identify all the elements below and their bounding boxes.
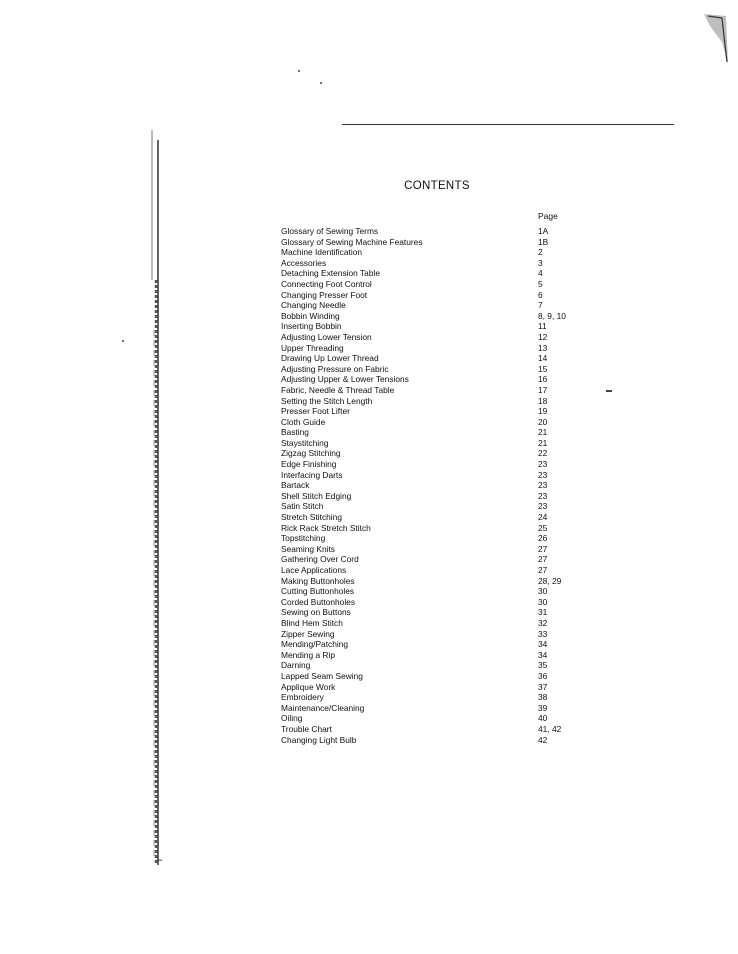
toc-entry [281, 713, 601, 724]
toc-entry-title: Embroidery [281, 692, 324, 703]
toc-entry-page: 17 [538, 384, 548, 395]
toc-entry-page: 30 [538, 586, 548, 597]
toc-entry [281, 311, 601, 322]
toc-entry-title: Fabric, Needle & Thread Table [281, 384, 395, 395]
toc-entry-page: 6 [538, 289, 543, 300]
toc-entry-page: 4 [538, 268, 543, 279]
toc-entry-title: Stretch Stitching [281, 512, 342, 523]
toc-entry-page: 25 [538, 522, 548, 533]
toc-entry-title: Adjusting Pressure on Fabric [281, 363, 389, 374]
toc-entry-page: 26 [538, 533, 548, 544]
toc-entry [281, 692, 601, 703]
toc-entry [281, 459, 601, 470]
table-of-contents [281, 226, 601, 745]
toc-entry [281, 703, 601, 714]
toc-entry-page: 1B [538, 236, 549, 247]
toc-entry-page: 37 [538, 681, 548, 692]
toc-entry-page: 2 [538, 247, 543, 258]
toc-entry [281, 650, 601, 661]
toc-entry [281, 396, 601, 407]
toc-entry-page: 40 [538, 713, 548, 724]
toc-entry-page: 8, 9, 10 [538, 310, 566, 321]
scan-speck [298, 70, 300, 72]
toc-entry-title: Seaming Knits [281, 543, 335, 554]
toc-entry-title: Staystitching [281, 437, 329, 448]
toc-entry-title: Detaching Extension Table [281, 268, 381, 279]
toc-entry [281, 364, 601, 375]
toc-entry-page: 12 [538, 331, 548, 342]
toc-entry-title: Oiling [281, 713, 303, 724]
scan-speck [606, 390, 612, 392]
toc-entry-page: 22 [538, 448, 548, 459]
toc-entry [281, 618, 601, 629]
toc-entry-title: Blind Hem Stitch [281, 617, 343, 628]
toc-entry [281, 576, 601, 587]
toc-entry-page: 28, 29 [538, 575, 562, 586]
toc-entry [281, 735, 601, 746]
toc-entry-page: 30 [538, 596, 548, 607]
page-column-heading: Page [538, 211, 558, 221]
toc-entry-page: 23 [538, 459, 548, 470]
toc-entry-title: Trouble Chart [281, 723, 332, 734]
toc-entry [281, 533, 601, 544]
toc-entry-title: Changing Presser Foot [281, 289, 368, 300]
toc-entry [281, 247, 601, 258]
toc-entry [281, 417, 601, 428]
toc-entry-page: 3 [538, 257, 543, 268]
toc-entry-page: 27 [538, 554, 548, 565]
scan-speck [320, 82, 322, 84]
toc-entry-title: Bobbin Winding [281, 310, 340, 321]
toc-entry [281, 480, 601, 491]
toc-entry-title: Inserting Bobbin [281, 321, 342, 332]
toc-entry-page: 5 [538, 278, 543, 289]
toc-entry-page: 35 [538, 660, 548, 671]
toc-entry-page: 23 [538, 469, 548, 480]
toc-entry [281, 512, 601, 523]
toc-entry-page: 27 [538, 565, 548, 575]
toc-entry [281, 427, 601, 438]
toc-entry [281, 597, 601, 608]
toc-entry-title: Adjusting Upper & Lower Tensions [281, 374, 409, 385]
toc-entry-page: 27 [538, 543, 548, 554]
toc-entry [281, 438, 601, 449]
toc-entry [281, 682, 601, 693]
toc-entry-title: Applique Work [281, 681, 336, 692]
toc-entry [281, 586, 601, 597]
scan-corner-mark [700, 12, 730, 67]
toc-entry [281, 332, 601, 343]
toc-entry [281, 544, 601, 555]
toc-entry [281, 374, 601, 385]
toc-entry [281, 226, 601, 237]
toc-entry-title: Making Buttonholes [281, 575, 355, 586]
toc-entry-title: Accessories [281, 257, 327, 268]
toc-entry-title: Cutting Buttonholes [281, 586, 355, 597]
toc-entry-page: 31 [538, 607, 548, 618]
toc-entry [281, 258, 601, 269]
toc-entry-page: 20 [538, 416, 548, 427]
toc-entry-page: 13 [538, 342, 548, 353]
toc-entry-page: 16 [538, 374, 548, 385]
toc-entry [281, 565, 601, 576]
toc-entry-page: 32 [538, 617, 548, 628]
toc-entry-page: 38 [538, 692, 548, 703]
toc-entry-title: Cloth Guide [281, 416, 326, 427]
toc-entry-title: Drawing Up Lower Thread [281, 353, 379, 364]
toc-entry-title: Rick Rack Stretch Stitch [281, 522, 371, 533]
toc-entry-title: Adjusting Lower Tension [281, 331, 372, 342]
top-rule [342, 124, 674, 125]
toc-entry-page: 19 [538, 406, 548, 417]
toc-entry-page: 14 [538, 353, 548, 364]
toc-entry [281, 237, 601, 248]
toc-entry-title: Upper Threading [281, 342, 344, 353]
toc-entry-title: Sewing on Buttons [281, 607, 351, 618]
toc-entry-page: 34 [538, 639, 548, 650]
toc-entry-title: Zigzag Stitching [281, 448, 341, 459]
toc-entry-title: Zipper Sewing [281, 628, 335, 639]
toc-entry-title: Corded Buttonholes [281, 596, 356, 607]
toc-entry-title: Glossary of Sewing Machine Features [281, 236, 423, 247]
toc-entry-page: 11 [538, 321, 547, 332]
toc-entry [281, 629, 601, 640]
toc-entry [281, 470, 601, 481]
toc-entry-title: Mending a Rip [281, 649, 336, 660]
toc-entry-page: 1A [538, 226, 549, 236]
toc-entry-page: 23 [538, 480, 548, 491]
toc-entry-title: Gathering Over Cord [281, 554, 359, 565]
toc-entry-page: 21 [538, 427, 548, 438]
toc-entry-title: Setting the Stitch Length [281, 395, 373, 406]
toc-entry-title: Presser Foot Lifter [281, 406, 350, 417]
toc-entry-title: Connecting Foot Control [281, 278, 372, 289]
toc-entry-title: Satin Stitch [281, 501, 324, 512]
toc-entry [281, 448, 601, 459]
toc-entry-page: 36 [538, 670, 548, 681]
toc-entry-page: 24 [538, 512, 548, 523]
toc-entry-title: Lace Applications [281, 565, 347, 575]
toc-entry [281, 406, 601, 417]
toc-entry [281, 491, 601, 502]
toc-entry-page: 33 [538, 628, 548, 639]
toc-entry-title: Basting [281, 427, 309, 438]
toc-entry-title: Changing Light Bulb [281, 734, 357, 745]
toc-entry-title: Topstitching [281, 533, 326, 544]
toc-entry-page: 15 [538, 363, 548, 374]
toc-entry [281, 268, 601, 279]
toc-entry-title: Interfacing Darts [281, 469, 343, 480]
toc-entry-title: Shell Stitch Edging [281, 490, 352, 501]
toc-entry-title: Mending/Patching [281, 639, 349, 650]
toc-entry [281, 300, 601, 311]
scan-speck [122, 340, 124, 342]
toc-entry [281, 554, 601, 565]
toc-entry [281, 671, 601, 682]
toc-entry-page: 18 [538, 395, 548, 406]
toc-entry [281, 279, 601, 290]
toc-entry-title: Edge Finishing [281, 459, 337, 470]
toc-entry-title: Glossary of Sewing Terms [281, 226, 379, 236]
toc-entry [281, 321, 601, 332]
toc-entry-title: Changing Needle [281, 300, 346, 311]
toc-entry-title: Darning [281, 660, 311, 671]
toc-entry-page: 41, 42 [538, 723, 562, 734]
toc-entry-title: Lapped Seam Sewing [281, 670, 363, 681]
toc-entry-page: 23 [538, 490, 548, 501]
toc-entry-page: 42 [538, 734, 548, 745]
binding-edge [150, 130, 162, 865]
toc-entry-title: Maintenance/Cleaning [281, 702, 365, 713]
toc-entry [281, 290, 601, 301]
toc-entry-page: 39 [538, 702, 548, 713]
toc-entry [281, 523, 601, 534]
toc-entry-page: 34 [538, 649, 548, 660]
toc-entry-page: 21 [538, 437, 548, 448]
toc-entry [281, 660, 601, 671]
toc-entry-page: 7 [538, 300, 543, 311]
page-title: CONTENTS [404, 180, 470, 192]
toc-entry [281, 353, 601, 364]
toc-entry [281, 501, 601, 512]
toc-entry-title: Bartack [281, 480, 310, 491]
toc-entry-page: 23 [538, 501, 548, 512]
toc-entry [281, 639, 601, 650]
toc-entry [281, 385, 601, 396]
toc-entry [281, 724, 601, 735]
toc-entry-title: Machine Identification [281, 247, 363, 258]
toc-entry [281, 343, 601, 354]
toc-entry [281, 607, 601, 618]
